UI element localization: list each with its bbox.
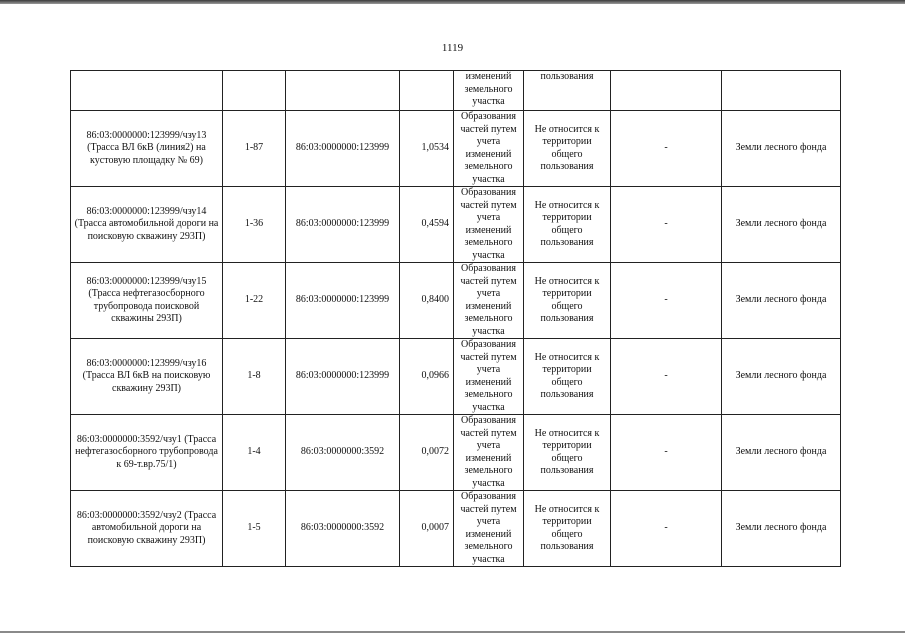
cadastral-number-cell: 86:03:0000000:3592 [286,491,400,567]
empty-cell [722,71,841,111]
land-category-cell: Земли лесного фонда [722,491,841,567]
land-category-cell: Земли лесного фонда [722,339,841,415]
method-cell: Образования частей путем учета изменений земельного участка [454,111,524,187]
restriction-cell: - [611,187,722,263]
cadastral-number-cell: 86:03:0000000:123999 [286,339,400,415]
land-category-cell: Земли лесного фонда [722,111,841,187]
territory-cell: Не относится к территории общего пользования [524,111,611,187]
restriction-cell: - [611,415,722,491]
zone-cell: 86:03:0000000:3592/чзу2 (Трасса автомобильной дороги на поисковую скважину 293П) [71,491,223,567]
scan-top-edge [0,0,905,4]
land-category-cell: Земли лесного фонда [722,415,841,491]
territory-cell: Не относится к территории общего пользования [524,187,611,263]
cadastral-number-cell: 86:03:0000000:123999 [286,263,400,339]
territory-cell: Не относится к территории общего пользования [524,339,611,415]
table-row [71,111,841,187]
cadastral-number-cell: 86:03:0000000:3592 [286,415,400,491]
land-category-cell: Земли лесного фонда [722,187,841,263]
empty-cell [286,71,400,111]
method-cell: Образования частей путем учета изменений земельного участка [454,263,524,339]
area-cell: 0,8400 [400,263,454,339]
land-parcels-table [70,70,841,567]
page-number: 1119 [441,42,464,54]
table-row [71,339,841,415]
territory-cell: Не относится к территории общего пользования [524,415,611,491]
zone-cell: 86:03:0000000:123999/чзу15 (Трасса нефтегазосборного трубопровода поисковой скважины 293П) [71,263,223,339]
territory-cell: Не относится к территории общего пользования [524,263,611,339]
method-cell: Образования частей путем учета изменений земельного участка [454,339,524,415]
points-cell: 1-4 [223,415,286,491]
area-cell: 0,0007 [400,491,454,567]
zone-cell: 86:03:0000000:123999/чзу13 (Трасса ВЛ 6кВ (линия2) на кустовую площадку № 69) [71,111,223,187]
table-row [71,263,841,339]
restriction-cell: - [611,339,722,415]
land-category-cell: Земли лесного фонда [722,263,841,339]
points-cell: 1-36 [223,187,286,263]
area-cell: 1,0534 [400,111,454,187]
zone-cell: 86:03:0000000:123999/чзу16 (Трасса ВЛ 6кВ на поисковую скважину 293П) [71,339,223,415]
table-row [71,187,841,263]
method-cell: Образования частей путем учета изменений земельного участка [454,415,524,491]
territory-cell: пользования [524,71,611,111]
points-cell: 1-8 [223,339,286,415]
points-cell: 1-87 [223,111,286,187]
method-cell: изменений земельного участка [454,71,524,111]
restriction-cell: - [611,263,722,339]
scan-bottom-edge [0,631,905,633]
area-cell: 0,4594 [400,187,454,263]
points-cell: 1-5 [223,491,286,567]
zone-cell: 86:03:0000000:3592/чзу1 (Трасса нефтегазосборного трубопровода к 69-т.вр.75/1) [71,415,223,491]
method-cell: Образования частей путем учета изменений земельного участка [454,187,524,263]
table-row [71,415,841,491]
area-cell: 0,0072 [400,415,454,491]
empty-cell [611,71,722,111]
continuation-row [71,71,841,111]
restriction-cell: - [611,111,722,187]
points-cell: 1-22 [223,263,286,339]
cadastral-number-cell: 86:03:0000000:123999 [286,111,400,187]
area-cell: 0,0966 [400,339,454,415]
empty-cell [400,71,454,111]
empty-cell [223,71,286,111]
cadastral-number-cell: 86:03:0000000:123999 [286,187,400,263]
table-row [71,491,841,567]
method-cell: Образования частей путем учета изменений земельного участка [454,491,524,567]
restriction-cell: - [611,491,722,567]
territory-cell: Не относится к территории общего пользования [524,491,611,567]
empty-cell [71,71,223,111]
zone-cell: 86:03:0000000:123999/чзу14 (Трасса автомобильной дороги на поисковую скважину 293П) [71,187,223,263]
